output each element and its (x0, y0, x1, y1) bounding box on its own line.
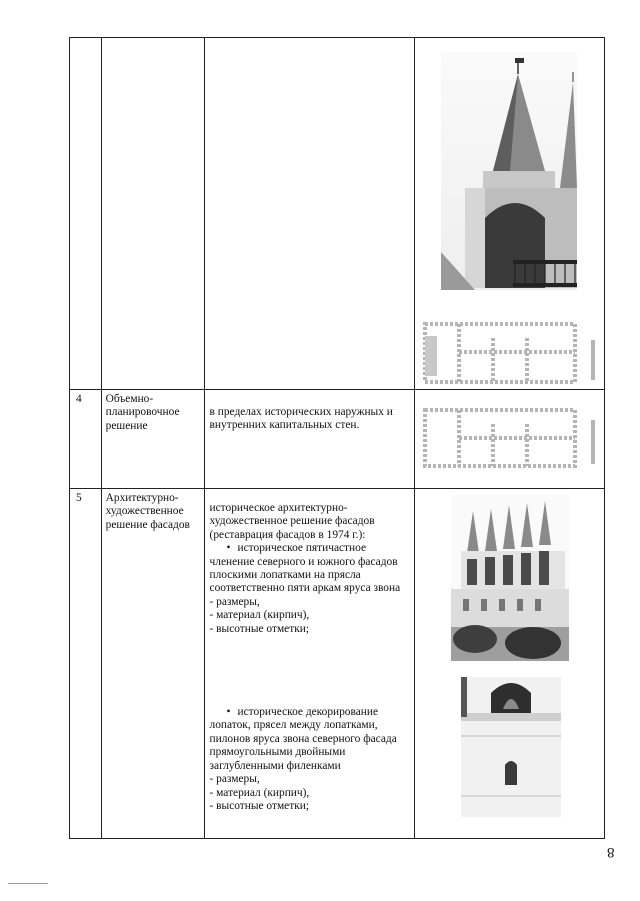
table-row (70, 390, 605, 489)
desc-line: - высотные отметки; (209, 622, 309, 635)
desc-line: - материал (кирпич), (209, 609, 310, 622)
row-description (204, 390, 414, 489)
row-number: 4 (70, 390, 102, 489)
desc-line: плоскими лопатками на прясла (209, 569, 361, 582)
desc-line: историческое пятичастное (237, 542, 367, 555)
bullet-glyph: • (226, 542, 231, 555)
name-line: Архитектурно- (105, 492, 179, 504)
name-line: Объемно- (105, 393, 154, 405)
desc-line: заглубленными филенками (209, 759, 341, 772)
name-line: решение фасадов (105, 518, 190, 531)
row-name (101, 489, 204, 839)
row-description (204, 38, 414, 390)
desc-line: - размеры, (209, 773, 260, 786)
name-line: решение (105, 419, 148, 432)
desc-line: - высотные отметки; (209, 799, 309, 812)
floor-plan-drawing (415, 404, 604, 474)
page-number: 8 (606, 844, 614, 860)
row-images (414, 390, 604, 489)
monument-subject-table (69, 37, 605, 839)
desc-line: членение северного и южного фасадов (209, 555, 398, 568)
desc-line: - размеры, (209, 595, 260, 608)
desc-line: соответственно пяти аркам яруса звона (209, 582, 401, 595)
desc-line: художественное решение фасадов (209, 515, 375, 528)
row-number: 5 (70, 489, 102, 839)
desc-line: в пределах исторических наружных и (209, 406, 393, 418)
floor-plan-drawing (415, 318, 604, 388)
row-images (414, 489, 604, 839)
row-name (101, 38, 204, 390)
scan-artifact-line (8, 883, 48, 884)
bell-tower-facade-photo (415, 493, 604, 665)
row-description (204, 489, 414, 839)
table-row (70, 489, 605, 839)
desc-line: историческое декорирование (237, 706, 379, 719)
bullet-item (210, 706, 410, 719)
bullet-glyph: • (226, 706, 231, 719)
desc-line: (реставрация фасадов в 1974 г.): (209, 528, 366, 541)
row-name (101, 390, 204, 489)
desc-line: внутренних капитальных стен. (209, 419, 360, 432)
desc-line: историческое архитектурно- (209, 502, 348, 514)
desc-line: прямоугольными двойными (209, 746, 346, 759)
desc-line: лопаток, прясел между лопатками, (209, 719, 378, 732)
desc-line: пилонов яруса звона северного фасада (209, 732, 397, 745)
bullet-item (210, 542, 410, 555)
facade-detail-photo (415, 675, 604, 825)
row-number (70, 38, 102, 390)
row-images (414, 38, 604, 390)
desc-line: - материал (кирпич), (209, 786, 310, 799)
table-row (70, 38, 605, 390)
name-line: планировочное (105, 406, 180, 419)
name-line: художественное (105, 505, 184, 518)
